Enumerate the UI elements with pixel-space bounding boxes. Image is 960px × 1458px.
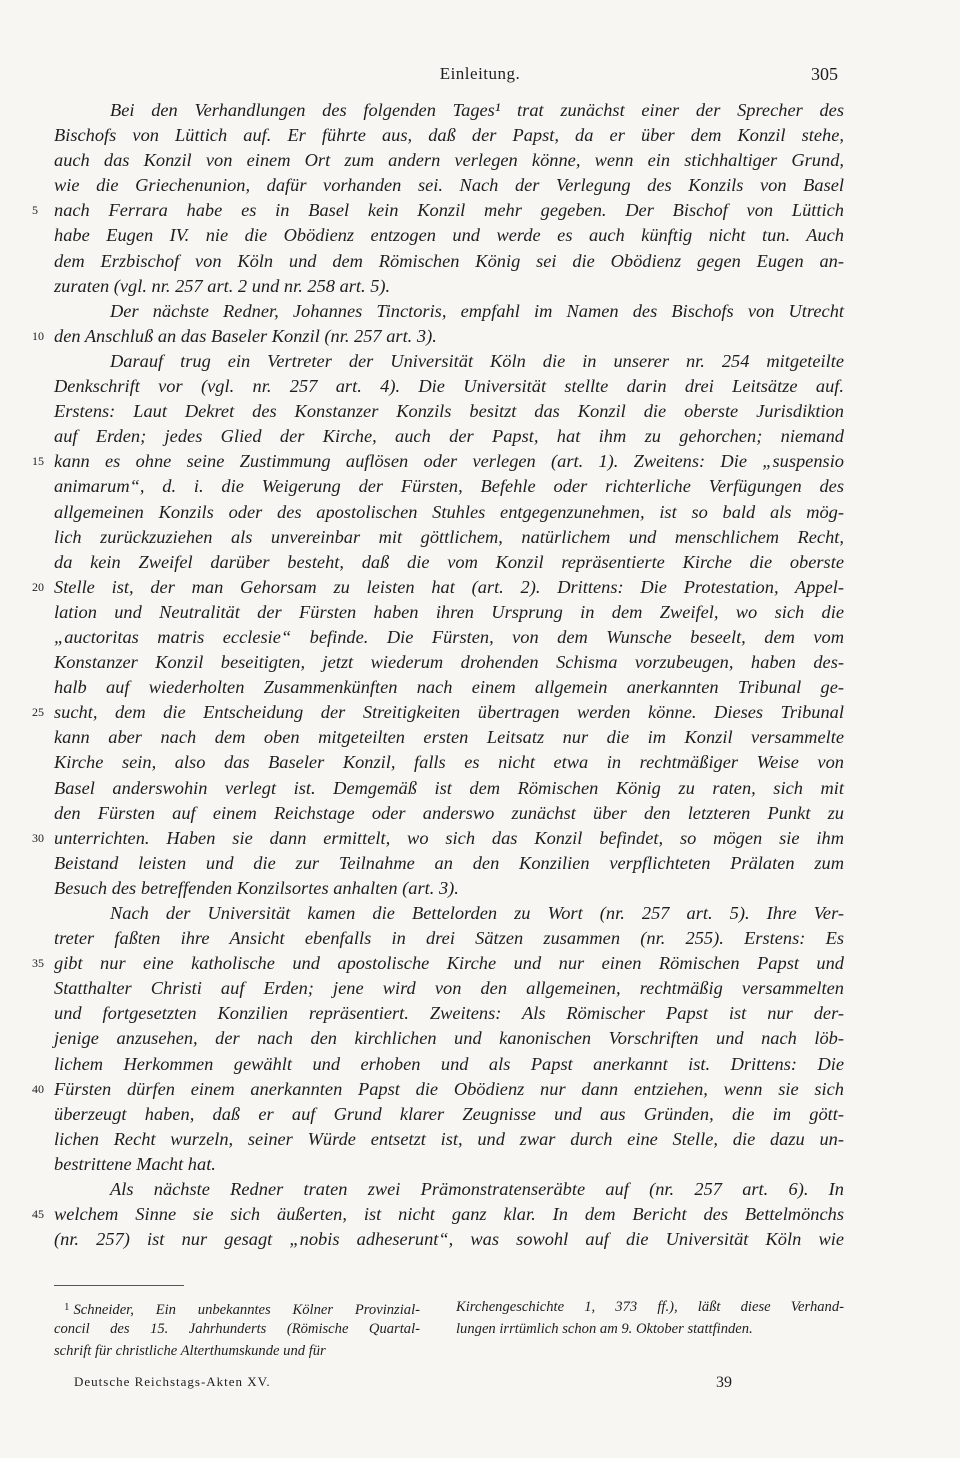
line-text: lation und Neutralität der Fürsten haben ihren Ursprung in dem Zweifel, wo sich die <box>54 601 844 622</box>
body-text <box>32 98 844 1252</box>
line-text: unterrichten. Haben sie dann ermittelt, wo sich das Konzil befindet, so mögen sie ihm <box>54 827 844 848</box>
line-text: auf Erden; jedes Glied der Kirche, auch der Papst, hat ihm zu gehorchen; niemand <box>54 426 844 447</box>
text-line <box>54 876 844 901</box>
line-text: habe Eugen IV. nie die Obödienz entzogen und werde es auch künftig nicht tun. Auch <box>54 225 844 246</box>
text-line <box>54 901 844 926</box>
text-line <box>54 148 844 173</box>
footnote-column-right <box>456 1296 844 1340</box>
line-text: Als nächste Redner traten zwei Prämonstratenseräbte auf (nr. 257 art. 6). In <box>110 1179 844 1200</box>
line-text: lichen Recht wurzeln, seiner Würde entsetzt ist, und zwar durch eine Stelle, die dazu un- <box>54 1128 844 1149</box>
text-line <box>54 223 844 248</box>
text-line <box>54 249 844 274</box>
footnote-text: concil des 15. Jahrhunderts (Römische Quartal- <box>54 1321 420 1337</box>
text-line <box>32 449 844 474</box>
line-text: nach Ferrara habe es in Basel kein Konzil mehr gegeben. Der Bischof von Lüttich <box>54 200 844 221</box>
footnote-text: lungen irrtümlich schon am 9. Oktober stattfinden. <box>456 1321 753 1337</box>
footnote-rule <box>54 1285 184 1286</box>
text-line <box>54 1102 844 1127</box>
footnote-text: schrift für christliche Alterthumskunde und für <box>54 1343 326 1359</box>
line-text: halb auf wiederholten Zusammenkünften nach einem allgemein anerkannten Tribunal ge- <box>54 677 844 698</box>
line-text: da kein Zweifel darüber besteht, daß die vom Konzil repräsentierte Kirche die oberste <box>54 551 844 572</box>
line-text: sucht, dem die Entscheidung der Streitigkeiten übertragen werden könne. Dieses Tribunal <box>54 702 844 723</box>
text-line <box>54 750 844 775</box>
line-text: zuraten (vgl. nr. 257 art. 2 und nr. 258 art. 5). <box>54 275 391 296</box>
line-text: kann aber nach dem oben mitgeteilten ersten Leitsatz nur die im Konzil versammelte <box>54 727 844 748</box>
line-text: jenige anzusehen, der nach den kirchlichen und kanonischen Vorschriften und nach löb- <box>54 1028 844 1049</box>
footnote-line <box>456 1318 844 1340</box>
text-line <box>54 349 844 374</box>
line-number: 30 <box>32 830 44 845</box>
text-line <box>54 399 844 424</box>
line-text: bestrittene Macht hat. <box>54 1153 216 1174</box>
line-number: 20 <box>32 579 44 594</box>
text-line <box>32 826 844 851</box>
text-line <box>54 424 844 449</box>
footnote-line <box>54 1318 420 1340</box>
footnote-line <box>54 1296 420 1318</box>
line-text: welchem Sinne sie sich äußerten, ist nicht ganz klar. In dem Bericht des Bettelmönchs <box>54 1204 844 1225</box>
text-line <box>54 98 844 123</box>
line-text: Nach der Universität kamen die Bettelorden zu Wort (nr. 257 art. 5). Ihre Ver- <box>110 903 844 923</box>
text-line <box>54 725 844 750</box>
text-line <box>32 1077 844 1102</box>
line-text: Basel anderswohin verlegt ist. Demgemäß ist dem Römischen König zu raten, sich mit <box>54 777 844 798</box>
line-text: Bei den Verhandlungen des folgenden Tages¹ trat zunächst einer der Sprecher des <box>110 100 844 120</box>
line-text: überzeugt haben, daß er auf Grund klarer Zeugnisse und aus Gründen, die im gött- <box>54 1103 844 1124</box>
line-number: 25 <box>32 705 44 720</box>
line-text: Der nächste Redner, Johannes Tinctoris, empfahl im Namen des Bischofs von Utrecht <box>110 300 844 321</box>
text-line <box>54 1152 844 1177</box>
text-line <box>54 1052 844 1077</box>
line-text: „auctoritas matris ecclesie“ befinde. Die Fürsten, von dem Wunsche beseelt, dem vom <box>54 626 844 647</box>
text-line <box>54 776 844 801</box>
footnote-text: Kirchengeschichte 1, 373 ff.), läßt diese Verhand- <box>456 1299 844 1315</box>
page-footer <box>0 1374 960 1396</box>
text-line <box>54 976 844 1001</box>
text-line <box>32 198 844 223</box>
line-number: 5 <box>32 203 38 218</box>
text-line <box>54 550 844 575</box>
text-line <box>54 1227 844 1252</box>
line-text: Darauf trug ein Vertreter der Universität Köln die in unserer nr. 254 mitgeteilte <box>110 350 844 371</box>
running-header <box>0 64 960 86</box>
line-text: den Anschluß an das Baseler Konzil (nr. 257 art. 3). <box>54 325 437 346</box>
line-text: auch das Konzil von einem Ort zum andern verlegen könne, wenn ein stichhaltiger Grund, <box>54 150 844 171</box>
line-text: dem Erzbischof von Köln und dem Römischen König sei die Obödienz gegen Eugen an- <box>54 250 844 271</box>
line-text: Erstens: Laut Dekret des Konstanzer Konzils besitzt das Konzil die oberste Jurisdiktion <box>54 401 844 422</box>
footnote-column-left <box>54 1296 420 1362</box>
line-text: lich zurückzuziehen als unvereinbar mit göttlichem, natürlichem und menschlichem Recht, <box>54 526 844 547</box>
text-line <box>54 1177 844 1202</box>
text-line <box>54 1026 844 1051</box>
text-line <box>54 123 844 148</box>
text-line <box>32 951 844 976</box>
line-text: und fortgesetzten Konzilien repräsentiert. Zweitens: Als Römischer Papst ist nur der- <box>54 1003 844 1024</box>
line-text: gibt nur eine katholische und apostolische Kirche und nur einen Römischen Papst und <box>54 953 844 974</box>
line-text: treter faßten ihre Ansicht ebenfalls in drei Sätzen zusammen (nr. 255). Erstens: Es <box>54 928 844 949</box>
footnotes <box>54 1296 844 1368</box>
text-line <box>54 801 844 826</box>
line-text: allgemeinen Konzils oder des apostolischen Stuhles entgegenzunehmen, ist so bald als mög- <box>54 501 844 522</box>
line-text: animarum“, d. i. die Weigerung der Fürsten, Befehle oder richterliche Verfügungen des <box>54 476 844 497</box>
line-text: Konstanzer Konzil beseitigten, jetzt wiederum drohenden Schisma vorzubeugen, haben des- <box>54 652 844 673</box>
text-line <box>32 575 844 600</box>
line-text: Statthalter Christi auf Erden; jene wird von den allgemeinen, rechtmäßig versammelten <box>54 978 844 999</box>
text-line <box>54 173 844 198</box>
footnote-text: Schneider, Ein unbekanntes Kölner Provinzial- <box>73 1302 420 1318</box>
text-line <box>54 1127 844 1152</box>
footnote-line <box>54 1340 420 1362</box>
text-line <box>54 500 844 525</box>
line-number: 40 <box>32 1081 44 1096</box>
text-line <box>54 851 844 876</box>
line-text: Bischofs von Lüttich auf. Er führte aus, daß der Papst, da er über dem Konzil stehe, <box>54 125 844 146</box>
text-line <box>54 675 844 700</box>
line-text: kann es ohne seine Zustimmung auflösen oder verlegen (art. 1). Zweitens: Die „suspensio <box>54 451 844 472</box>
sheet-number: 39 <box>716 1374 732 1391</box>
text-line <box>54 600 844 625</box>
line-number: 35 <box>32 956 44 971</box>
line-number: 10 <box>32 328 44 343</box>
line-number: 15 <box>32 454 44 469</box>
text-line <box>54 625 844 650</box>
footnote-marker: 1 <box>64 1301 70 1313</box>
text-line <box>32 324 844 349</box>
page-number: 305 <box>811 64 838 84</box>
printer-signature: Deutsche Reichstags-Akten XV. <box>74 1374 271 1389</box>
text-line <box>54 374 844 399</box>
line-text: Besuch des betreffenden Konzilsortes anhalten (art. 3). <box>54 877 459 898</box>
footnote-line <box>456 1296 844 1318</box>
line-text: Kirche sein, also das Baseler Konzil, falls es nicht etwa in rechtmäßiger Weise von <box>54 752 844 773</box>
text-line <box>54 274 844 299</box>
line-text: lichem Herkommen gewählt und erhoben und als Papst anerkannt ist. Drittens: Die <box>54 1053 844 1074</box>
line-text: (nr. 257) ist nur gesagt „nobis adheserunt“, was sowohl auf die Universität Köln wie <box>54 1229 844 1250</box>
line-text: Stelle ist, der man Gehorsam zu leisten hat (art. 2). Drittens: Die Protestation, Appel- <box>54 576 844 597</box>
text-line <box>54 474 844 499</box>
text-line <box>54 299 844 324</box>
text-line <box>32 700 844 725</box>
text-line <box>32 1202 844 1227</box>
line-text: den Fürsten auf einem Reichstage oder anderswo zunächst über den letzteren Punkt zu <box>54 802 844 823</box>
running-title: Einleitung. <box>439 64 521 83</box>
line-text: Denkschrift vor (vgl. nr. 257 art. 4). Die Universität stellte darin drei Leitsätze auf. <box>54 376 844 397</box>
line-text: Fürsten dürfen einem anerkannten Papst die Obödienz nur dann entziehen, wenn sie sich <box>54 1078 844 1099</box>
text-line <box>54 525 844 550</box>
text-line <box>54 650 844 675</box>
line-text: Beistand leisten und die zur Teilnahme an den Konzilien verpflichteten Prälaten zum <box>54 852 844 873</box>
line-number: 45 <box>32 1207 44 1222</box>
line-text: wie die Griechenunion, dafür vorhanden sei. Nach der Verlegung des Konzils von Basel <box>54 175 844 196</box>
text-line <box>54 1001 844 1026</box>
text-line <box>54 926 844 951</box>
